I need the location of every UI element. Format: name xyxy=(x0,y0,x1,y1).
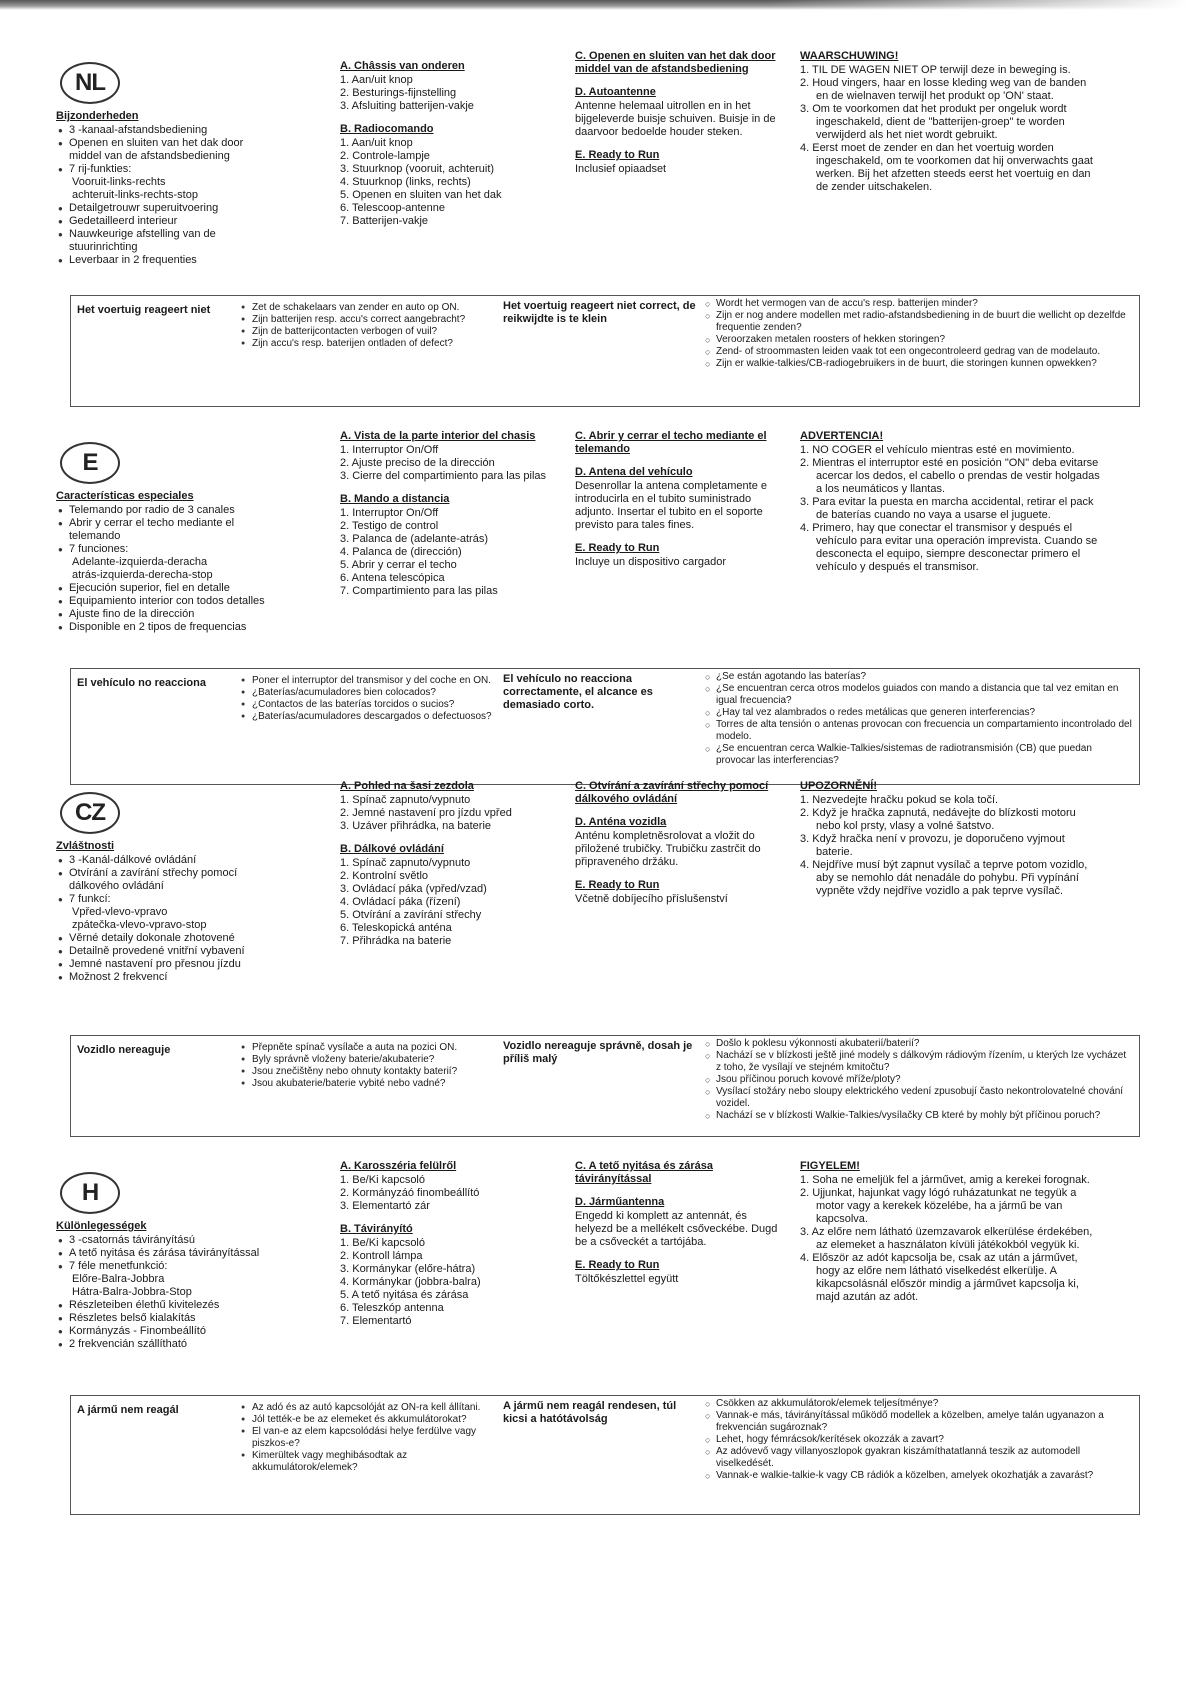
poor-range-item: ○ Torres de alta tensión o antenas provocan con frecuencia un compartamiento incontrolado del modelo. xyxy=(703,719,1133,743)
ready-text: Inclusief opiaadset xyxy=(575,163,667,175)
ready-title: E. Ready to Run xyxy=(575,879,660,891)
special-feature-item: Vooruit-links-rechts xyxy=(72,176,166,188)
roof-title: C. Otvírání a zavírání střechy pomocí dálkového ovládání xyxy=(575,780,769,805)
warning-column xyxy=(800,1160,1100,1304)
special-features-list xyxy=(56,124,271,267)
poor-range-item: ○ Došlo k poklesu výkonnosti akubaterií/baterií? xyxy=(703,1038,1133,1050)
roof-title: C. Openen en sluiten van het dak door middel van de afstandsbediening xyxy=(575,50,776,75)
antenna-block xyxy=(575,816,785,869)
no-reaction-list xyxy=(239,675,499,723)
ready-block xyxy=(575,1259,785,1286)
special-features xyxy=(56,1220,271,1351)
no-reaction-item: ● Přepněte spínač vysílače a auta na pozici ON. xyxy=(239,1042,499,1054)
troubleshooting-box xyxy=(70,1395,1140,1515)
no-reaction-title: El vehículo no reacciona xyxy=(77,677,206,689)
troubleshooting-box xyxy=(70,668,1140,785)
special-feature-item: zpátečka-vlevo-vpravo-stop xyxy=(72,919,207,931)
warning-item: 1. Soha ne emeljük fel a járművet, amig a kerekei forognak. xyxy=(800,1174,1090,1186)
ready-block xyxy=(575,542,785,569)
chassis-item: 2. Besturings-fijnstelling xyxy=(340,87,457,99)
antenna-title: D. Autoantenne xyxy=(575,86,656,98)
special-feature-item: ● Detailgetrouwr superuitvoering xyxy=(56,202,271,215)
special-feature-item: ● Részleteiben élethű kivitelezés xyxy=(56,1299,271,1312)
warning-item: 1. NO COGER el vehículo mientras esté en movimiento. xyxy=(800,444,1075,456)
no-reaction-list xyxy=(239,1042,499,1090)
remote-item: 2. Kontrolní světlo xyxy=(340,870,429,882)
warning-item: 4. Nejdříve musí být zapnut vysílač a teprve potom vozidlo, aby se nemohlo dát nenadále do pohybu. Při vypínání vypněte vždy nejdříve vozidlo a pak teprve vysílač. xyxy=(800,859,1088,897)
poor-range-item: ○ Lehet, hogy fémrácsok/kerítések okozzák a zavart? xyxy=(703,1434,1133,1446)
remote-item: 2. Controle-lampje xyxy=(340,150,430,162)
antenna-title: D. Anténa vozidla xyxy=(575,816,667,828)
no-reaction-item: ● Jsou znečištěny nebo ohnuty kontakty baterií? xyxy=(239,1066,499,1078)
special-feature-item: ● Věrné detaily dokonale zhotovené xyxy=(56,932,271,945)
no-reaction-list xyxy=(239,1402,499,1474)
poor-range-title: Het voertuig reageert niet correct, de reikwijdte is te klein xyxy=(503,300,696,325)
warning-item: 3. Az előre nem látható üzemzavarok elkerülése érdekében, az elemeket a használaton kívüli játékokból vegyük ki. xyxy=(800,1226,1093,1251)
special-feature-item: ● Jemné nastavení pro přesnou jízdu xyxy=(56,958,271,971)
antenna-block xyxy=(575,466,785,532)
special-features-title: Zvláštnosti xyxy=(56,840,115,852)
chassis-title: A. Vista de la parte interior del chasis xyxy=(340,430,536,442)
antenna-title: D. Antena del vehículo xyxy=(575,466,693,478)
special-feature-item: Előre-Balra-Jobbra xyxy=(72,1273,165,1285)
no-reaction-title: A jármű nem reagál xyxy=(77,1404,179,1416)
chassis-item: 3. Uzáver přihrádka, na baterie xyxy=(340,820,492,832)
roof-block xyxy=(575,1160,785,1186)
poor-range-item: ○ Nachází se v blízkosti ještě jiné modely s dálkovým rádiovým řízením, u kterých lze vycházet z toho, že vysílají ve stejném kmitočtu? xyxy=(703,1050,1133,1074)
antenna-text: Engedd ki komplett az antennát, és helyezd be a mellékelt csőveckébe. Dugd be a csőveckét a tartójába. xyxy=(575,1210,778,1248)
chassis-item: 1. Aan/uit knop xyxy=(340,74,413,86)
warning-item: 2. Houd vingers, haar en losse kleding weg van de banden en de wielnaven terwijl het produkt op 'ON' staat. xyxy=(800,77,1087,102)
warning-item: 1. Nezvedejte hračku pokud se kola točí. xyxy=(800,794,999,806)
special-features xyxy=(56,110,271,267)
remote-item: 2. Testigo de control xyxy=(340,520,439,532)
special-features xyxy=(56,490,271,634)
roof-antenna-column xyxy=(575,1160,785,1296)
poor-range-item: ○ ¿Se encuentran cerca otros modelos guiados con mando a distancia que tal vez emitan en igual frecuencia? xyxy=(703,683,1133,707)
remote-item: 5. Openen en sluiten van het dak xyxy=(340,189,502,201)
roof-title: C. A tető nyitása és zárása távirányítással xyxy=(575,1160,713,1185)
warning-item: 3. Para evitar la puesta en marcha accidental, retirar el pack de baterías cuando no vaya a usarse el juguete. xyxy=(800,496,1094,521)
poor-range-title: El vehículo no reacciona correctamente, el alcance es demasiado corto. xyxy=(503,673,653,711)
roof-block xyxy=(575,50,785,76)
chassis-item: 3. Elementartó zár xyxy=(340,1200,430,1212)
remote-block xyxy=(340,1223,550,1328)
chassis-block xyxy=(340,430,550,483)
remote-item: 4. Stuurknop (links, rechts) xyxy=(340,176,471,188)
roof-antenna-column xyxy=(575,50,785,186)
remote-item: 1. Interruptor On/Off xyxy=(340,507,439,519)
parts-column xyxy=(340,1160,550,1338)
parts-column xyxy=(340,60,550,238)
poor-range-title: A jármű nem reagál rendesen, túl kicsi a hatótávolság xyxy=(503,1400,677,1425)
language-badge: E xyxy=(60,442,120,484)
no-reaction-item: ● Jsou akubaterie/baterie vybité nebo vadné? xyxy=(239,1078,499,1090)
poor-range-list xyxy=(703,671,1133,767)
chassis-item: 1. Interruptor On/Off xyxy=(340,444,439,456)
warning-item: 2. Ujjunkat, hajunkat vagy lógó ruházatunkat ne tegyük a motor vagy a kerekek közelébe, ha a jármű be van kapcsolva. xyxy=(800,1187,1077,1225)
remote-item: 7. Přihrádka na baterie xyxy=(340,935,452,947)
special-feature-item: ● Telemando por radio de 3 canales xyxy=(56,504,271,517)
chassis-block xyxy=(340,1160,550,1213)
special-feature-item: Adelante-izquierda-deracha xyxy=(72,556,208,568)
special-feature-item: ● Disponible en 2 tipos de frequencias xyxy=(56,621,271,634)
parts-column xyxy=(340,430,550,608)
warning-item: 4. Először az adót kapcsolja be, csak az után a járművet, hogy az előre nem látható viselkedést elkerülje. A kikapcsolásnál először mindig a járművet kapcsolja ki, majd azután az adót. xyxy=(800,1252,1079,1303)
remote-block xyxy=(340,493,550,598)
no-reaction-item: ● Kimerültek vagy meghibásodtak az akkumulátorok/elemek? xyxy=(239,1450,499,1474)
special-features-title: Bijzonderheden xyxy=(56,110,139,122)
parts-column xyxy=(340,780,550,958)
poor-range-item: ○ Zend- of stroommasten leiden vaak tot een ongecontroleerd gedrag van de modelauto. xyxy=(703,346,1133,358)
chassis-item: 1. Spínač zapnuto/vypnuto xyxy=(340,794,471,806)
warning-title: ADVERTENCIA! xyxy=(800,430,884,442)
special-feature-item: ● 7 funkcí: xyxy=(56,893,271,906)
chassis-item: 2. Kormányzáó finombeállító xyxy=(340,1187,480,1199)
no-reaction-item: ● Byly správně vloženy baterie/akubaterie? xyxy=(239,1054,499,1066)
special-feature-item: ● Openen en sluiten van het dak door middel van de afstandsbediening xyxy=(56,137,271,163)
poor-range-list xyxy=(703,298,1133,370)
remote-item: 4. Palanca de (dirección) xyxy=(340,546,462,558)
no-reaction-item: ● Zijn de batterijcontacten verbogen of vuil? xyxy=(239,326,499,338)
special-feature-item: ● Abrir y cerrar el techo mediante el telemando xyxy=(56,517,271,543)
remote-item: 7. Batterijen-vakje xyxy=(340,215,429,227)
special-feature-item: ● 7 féle menetfunkció: xyxy=(56,1260,271,1273)
remote-item: 7. Compartimiento para las pilas xyxy=(340,585,498,597)
warning-item: 4. Eerst moet de zender en dan het voertuig worden ingeschakeld, om te voorkomen dat hij onverwachts gaat werken. Bij het afzetten steeds eerst het voertuig en dan de zender uitschakelen. xyxy=(800,142,1093,193)
warning-column xyxy=(800,780,1100,898)
no-reaction-item: ● ¿Baterías/acumuladores descargados o defectuosos? xyxy=(239,711,499,723)
remote-item: 5. A tető nyitása és zárása xyxy=(340,1289,469,1301)
antenna-text: Anténu kompletněsrolovat a vložit do přiložené trubičky. Trubičku zastrčit do připraveného držáku. xyxy=(575,830,761,868)
special-feature-item: achteruit-links-rechts-stop xyxy=(72,189,198,201)
remote-item: 1. Spínač zapnuto/vypnuto xyxy=(340,857,471,869)
remote-item: 5. Otvírání a zavírání střechy xyxy=(340,909,482,921)
no-reaction-item: ● El van-e az elem kapcsolódási helye ferdülve vagy piszkos-e? xyxy=(239,1426,499,1450)
warning-list xyxy=(800,1174,1100,1304)
remote-item: 1. Aan/uit knop xyxy=(340,137,413,149)
special-feature-item: ● Részletes belső kialakítás xyxy=(56,1312,271,1325)
antenna-title: D. Járműantenna xyxy=(575,1196,665,1208)
remote-item: 3. Palanca de (adelante-atrás) xyxy=(340,533,488,545)
poor-range-item: ○ Zijn er nog andere modellen met radio-afstandsbediening in de buurt die wellicht op dezelfde frequentie zenden? xyxy=(703,310,1133,334)
poor-range-item: ○ Vannak-e walkie-talkie-k vagy CB rádiók a közelben, amelyek okozhatják a zavarást? xyxy=(703,1470,1133,1482)
remote-item: 3. Stuurknop (vooruit, achteruit) xyxy=(340,163,495,175)
chassis-block xyxy=(340,780,550,833)
chassis-list xyxy=(340,444,550,483)
remote-item: 3. Ovládací páka (vpřed/vzad) xyxy=(340,883,487,895)
chassis-item: 1. Be/Ki kapcsoló xyxy=(340,1174,425,1186)
chassis-block xyxy=(340,60,550,113)
chassis-title: A. Châssis van onderen xyxy=(340,60,465,72)
remote-list xyxy=(340,507,550,598)
special-features-list xyxy=(56,854,271,984)
remote-block xyxy=(340,123,550,228)
poor-range-item: ○ ¿Hay tal vez alambrados o redes metálicas que generen interferencias? xyxy=(703,707,1133,719)
warning-item: 1. TIL DE WAGEN NIET OP terwijl deze in beweging is. xyxy=(800,64,1071,76)
language-badge: CZ xyxy=(60,792,120,834)
poor-range-item: ○ Jsou příčinou poruch kovové mříže/ploty? xyxy=(703,1074,1133,1086)
remote-block xyxy=(340,843,550,948)
special-feature-item: ● 3 -kanaal-afstandsbediening xyxy=(56,124,271,137)
antenna-block xyxy=(575,86,785,139)
remote-item: 2. Kontroll lámpa xyxy=(340,1250,423,1262)
warning-item: 2. Když je hračka zapnutá, nedávejte do blízkosti motoru nebo kol prsty, vlasy a volné šatstvo. xyxy=(800,807,1076,832)
poor-range-list xyxy=(703,1038,1133,1122)
special-feature-item: ● Detailně provedené vnitřní vybavení xyxy=(56,945,271,958)
ready-title: E. Ready to Run xyxy=(575,1259,660,1271)
warning-list xyxy=(800,64,1100,194)
remote-item: 4. Kormánykar (jobbra-balra) xyxy=(340,1276,481,1288)
no-reaction-item: ● Zijn batterijen resp. accu's correct aangebracht? xyxy=(239,314,499,326)
no-reaction-title: Vozidlo nereaguje xyxy=(77,1044,171,1056)
poor-range-item: ○ Veroorzaken metalen roosters of hekken storingen? xyxy=(703,334,1133,346)
no-reaction-title: Het voertuig reageert niet xyxy=(77,304,211,316)
roof-block xyxy=(575,780,785,806)
special-feature-item: ● 7 rij-funkties: xyxy=(56,163,271,176)
no-reaction-item: ● ¿Contactos de las baterías torcidos o sucios? xyxy=(239,699,499,711)
warning-item: 2. Mientras el interruptor esté en posición "ON" deba evitarse acercar los dedos, el cabello o prendas de vestir holgadas a los neumáticos y llantas. xyxy=(800,457,1100,495)
warning-title: FIGYELEM! xyxy=(800,1160,860,1172)
remote-item: 1. Be/Ki kapcsoló xyxy=(340,1237,425,1249)
ready-text: Töltőkészlettel együtt xyxy=(575,1273,679,1285)
chassis-title: A. Karosszéria felülről xyxy=(340,1160,457,1172)
warning-title: UPOZORNĚNÍ! xyxy=(800,780,877,792)
roof-antenna-column xyxy=(575,430,785,579)
poor-range-item: ○ Az adóvevő vagy villanyoszlopok gyakran kiszámíthatatlanná teszik az automodell viselkedését. xyxy=(703,1446,1133,1470)
special-feature-item: ● 7 funciones: xyxy=(56,543,271,556)
no-reaction-item: ● Jól tették-e be az elemeket és akkumulátorokat? xyxy=(239,1414,499,1426)
remote-item: 6. Teleszkóp antenna xyxy=(340,1302,444,1314)
no-reaction-item: ● Zijn accu's resp. baterijen ontladen of defect? xyxy=(239,338,499,350)
language-badge: NL xyxy=(60,62,120,104)
special-feature-item: ● 3 -csatornás távirányítású xyxy=(56,1234,271,1247)
ready-text: Incluye un dispositivo cargador xyxy=(575,556,727,568)
remote-item: 5. Abrir y cerrar el techo xyxy=(340,559,457,571)
special-feature-item: Hátra-Balra-Jobbra-Stop xyxy=(72,1286,192,1298)
antenna-text: Desenrollar la antena completamente e introducirla en el tubito suministrado adjunto. Insertar el tubito en el soporte previsto para tales fines. xyxy=(575,480,768,531)
poor-range-title: Vozidlo nereaguje správně, dosah je příliš malý xyxy=(503,1040,693,1065)
remote-title: B. Dálkové ovládání xyxy=(340,843,444,855)
poor-range-item: ○ Zijn er walkie-talkies/CB-radiogebruikers in de buurt, die storingen kunnen opwekken? xyxy=(703,358,1133,370)
no-reaction-item: ● Poner el interruptor del transmisor y del coche en ON. xyxy=(239,675,499,687)
remote-item: 6. Teleskopická anténa xyxy=(340,922,452,934)
special-features-title: Características especiales xyxy=(56,490,194,502)
chassis-list xyxy=(340,794,550,833)
warning-column xyxy=(800,430,1100,574)
chassis-title: A. Pohled na šasi zezdola xyxy=(340,780,474,792)
ready-title: E. Ready to Run xyxy=(575,149,660,161)
no-reaction-item: ● ¿Baterías/acumuladores bien colocados? xyxy=(239,687,499,699)
chassis-list xyxy=(340,74,550,113)
roof-title: C. Abrir y cerrar el techo mediante el telemando xyxy=(575,430,767,455)
special-features xyxy=(56,840,271,984)
no-reaction-item: ● Zet de schakelaars van zender en auto op ON. xyxy=(239,302,499,314)
special-feature-item: ● Leverbaar in 2 frequenties xyxy=(56,254,271,267)
antenna-text: Antenne helemaal uitrollen en in het bijgeleverde buisje schuiven. Buisje in de daarvoor bedoelde houder steken. xyxy=(575,100,776,138)
poor-range-list xyxy=(703,1398,1133,1482)
special-features-title: Különlegességek xyxy=(56,1220,147,1232)
remote-item: 4. Ovládací páka (řízení) xyxy=(340,896,461,908)
remote-item: 3. Kormánykar (előre-hátra) xyxy=(340,1263,476,1275)
remote-item: 7. Elementartó xyxy=(340,1315,412,1327)
ready-text: Včetně dobíjecího příslušenství xyxy=(575,893,728,905)
remote-item: 6. Antena telescópica xyxy=(340,572,445,584)
special-feature-item: ● A tető nyitása és zárása távirányítással xyxy=(56,1247,271,1260)
warning-column xyxy=(800,50,1100,194)
warning-list xyxy=(800,444,1100,574)
remote-title: B. Radiocomando xyxy=(340,123,434,135)
roof-antenna-column xyxy=(575,780,785,916)
special-feature-item: ● Možnost 2 frekvencí xyxy=(56,971,271,984)
warning-item: 4. Primero, hay que conectar el transmisor y después el vehículo para evitar una operación imprevista. Cuando se desconecta el equipo, siempre desconectar primero el vehículo y después el transmisor. xyxy=(800,522,1098,573)
special-features-list xyxy=(56,504,271,634)
special-features-list xyxy=(56,1234,271,1351)
special-feature-item: ● Ejecución superior, fiel en detalle xyxy=(56,582,271,595)
chassis-item: 3. Cierre del compartimiento para las pilas xyxy=(340,470,547,482)
ready-title: E. Ready to Run xyxy=(575,542,660,554)
poor-range-item: ○ Vysílací stožáry nebo sloupy elektrického vedení zpusobují často nekontrolovatelné chování vozidel. xyxy=(703,1086,1133,1110)
special-feature-item: Vpřed-vlevo-vpravo xyxy=(72,906,168,918)
special-feature-item: ● Ajuste fino de la dirección xyxy=(56,608,271,621)
special-feature-item: ● Gedetailleerd interieur xyxy=(56,215,271,228)
poor-range-item: ○ ¿Se están agotando las baterías? xyxy=(703,671,1133,683)
special-feature-item: ● Nauwkeurige afstelling van de stuurinrichting xyxy=(56,228,271,254)
ready-block xyxy=(575,149,785,176)
poor-range-item: ○ ¿Se encuentran cerca Walkie-Talkies/sistemas de radiotransmisión (CB) que puedan provocar las interferencias? xyxy=(703,743,1133,767)
remote-list xyxy=(340,137,550,228)
special-feature-item: ● Kormányzás - Finombeállító xyxy=(56,1325,271,1338)
remote-title: B. Mando a distancia xyxy=(340,493,450,505)
chassis-list xyxy=(340,1174,550,1213)
antenna-block xyxy=(575,1196,785,1249)
poor-range-item: ○ Wordt het vermogen van de accu's resp. batterijen minder? xyxy=(703,298,1133,310)
remote-title: B. Távirányító xyxy=(340,1223,413,1235)
remote-list xyxy=(340,857,550,948)
chassis-item: 2. Jemné nastavení pro jízdu vpřed xyxy=(340,807,512,819)
scan-edge xyxy=(0,0,1188,10)
warning-item: 3. Om te voorkomen dat het produkt per ongeluk wordt ingeschakeld, dient de "batterijen-groep" te worden verwijderd als het niet wordt gebruikt. xyxy=(800,103,1067,141)
warning-item: 3. Když hračka není v provozu, je doporučeno vyjmout baterie. xyxy=(800,833,1065,858)
roof-block xyxy=(575,430,785,456)
special-feature-item: ● 3 -Kanál-dálkové ovládání xyxy=(56,854,271,867)
no-reaction-item: ● Az adó és az autó kapcsolóját az ON-ra kell állítani. xyxy=(239,1402,499,1414)
no-reaction-list xyxy=(239,302,499,350)
poor-range-item: ○ Vannak-e más, távirányítással működő modellek a közelben, amelye talán ugyanazon a frekvencián sugároznak? xyxy=(703,1410,1133,1434)
remote-item: 6. Telescoop-antenne xyxy=(340,202,445,214)
troubleshooting-box xyxy=(70,1035,1140,1137)
special-feature-item: atrás-izquierda-derecha-stop xyxy=(72,569,213,581)
poor-range-item: ○ Csökken az akkumulátorok/elemek teljesítménye? xyxy=(703,1398,1133,1410)
special-feature-item: ● Equipamiento interior con todos detalles xyxy=(56,595,271,608)
warning-title: WAARSCHUWING! xyxy=(800,50,899,62)
remote-list xyxy=(340,1237,550,1328)
chassis-item: 3. Afsluiting batterijen-vakje xyxy=(340,100,474,112)
ready-block xyxy=(575,879,785,906)
warning-list xyxy=(800,794,1100,898)
chassis-item: 2. Ajuste preciso de la dirección xyxy=(340,457,495,469)
language-badge: H xyxy=(60,1172,120,1214)
poor-range-item: ○ Nachází se v blízkosti Walkie-Talkies/vysílačky CB které by mohly být příčinou poruch? xyxy=(703,1110,1133,1122)
troubleshooting-box xyxy=(70,295,1140,407)
special-feature-item: ● 2 frekvencián szállítható xyxy=(56,1338,271,1351)
special-feature-item: ● Otvírání a zavírání střechy pomocí dálkového ovládání xyxy=(56,867,271,893)
